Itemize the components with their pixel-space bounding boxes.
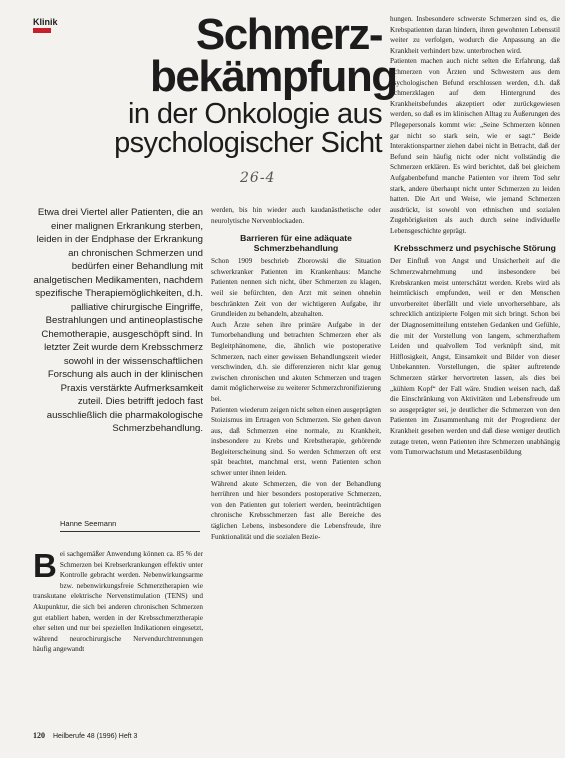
subtitle-line-2: psychologischer Sicht: [114, 127, 382, 159]
section-color-bar: [33, 28, 51, 33]
intro-paragraph: Etwa drei Viertel aller Patienten, die an einer malignen Erkrankung sterben, leiden in der Endphase der Erkrankung an chronischen Schmerzen und bedürfen einer Behandlung mit analgetischen Medikamenten, nachdem spezifische Therapiemöglichkeiten, d.h. palliative chirurgische Eingriffe, Bestrahlungen und antineoplastische Chemotherapie, ausgeschöpft sind. In letzter Zeit wurde dem Krebsschmerz sowohl in der wissenschaftlichen Forschung als auch in der klinischen Praxis verstärkte Aufmerksamkeit zuteil. Dies betrifft jedoch fast ausschließlich die pharmakologische Schmerzbehandlung.: [33, 207, 203, 434]
body-paragraph: Patienten wiederum zeigen nicht selten einen ausgeprägten Stoizismus im Ertragen von Schmerzen. Sie gehen davon aus, daß Schmerzen eine normale, zu Krankheit, insbesondere zu Krebs und Krebstherapie, gehörende Begleiterscheinung sind. So werden Schmerzen oft erst spät beachtet, manchmal erst, wenn Patienten schon schwer unter ihnen leiden.: [211, 405, 381, 478]
body-paragraph: hungen. Insbesondere schwerste Schmerzen sind es, die Krebspatienten daran hindern, ihren gewohnten Lebensstil weiter zu verfolgen, wodurch die Anpassung an die Krankheit verhindert bzw. unterbrochen wird.: [390, 15, 560, 55]
drop-cap: B: [33, 547, 57, 584]
body-paragraph: werden, bis hin wieder auch kaudanästhetische oder neurolytische Nervenblockaden.: [211, 206, 381, 225]
section-heading: Barrieren für eine adäquate Schmerzbehandlung: [240, 233, 352, 254]
section-heading: Krebsschmerz und psychische Störung: [394, 243, 556, 254]
body-column-2: [211, 205, 381, 542]
body-paragraph: Patienten machen auch nicht selten die Erfahrung, daß Schmerzen von Ärzten und Schwestern aus dem psychologischen Befund erschlossen werden, d.h. daß Schmerzklagen auf dem Hintergrund des Krankheitsbefundes akzeptiert oder zurückgewiesen werden, so daß es im klinischen Alltag zu Äußerungen des Pflegepersonals kommt wie: „Seine Schmerzen können gar nicht so stark sein, wie er sagt.“ Beide Interaktionspartner ziehen dabei nicht in Betracht, daß der Befund sein häufig nicht oder nicht vollständig die Schmerzen erklären. Es wird berichtet, daß bei gleichem Aufgabenbefund manche Patienten vor ihrem Tod sehr stark, andere überhaupt nicht unter Schmerzen zu leiden hatten. Die Art und Weise, wie jemand Schmerzen ausdrückt, ist sowohl von ethnischen und sozialen Zugehörigkeiten als auch durch seine individuelle Lebensgeschichte geprägt.: [390, 57, 560, 235]
body-paragraph: Auch Ärzte sehen ihre primäre Aufgabe in der Tumorbehandlung und betrachten Schmerzen eher als Begleitphänomene, die, ähnlich wie postoperative Schmerzen, nach einer gewissen Behandlungszeit wieder verschwinden, d.h. sie differenzieren nicht klar genug zwischen chronischen und akuten Schmerzen und tragen damit möglicherweise zu weiterer Schmerzchronifizierung bei.: [211, 320, 381, 403]
title-line-1: Schmerz-: [195, 10, 382, 59]
article-subtitle: [62, 100, 382, 158]
author-name: Hanne Seemann: [60, 519, 200, 532]
body-paragraph: Schon 1909 beschrieb Zborowski die Situation schwerkranker Patienten im Krankenhaus: Manche Patienten nennen sich nicht, über Schmerzen zu klagen, weil sie befürchten, den Arzt mit seinen ohnehin beschränkten Zeit von der wichtigeren Aufgabe, ihr Grundleiden zu behandeln, abzuhalten.: [211, 257, 381, 319]
section-label: Klinik: [33, 17, 58, 27]
body-paragraph: ei sachgemäßer Anwendung können ca. 85 % der Schmerzen bei Krebserkrankungen effektiv unter Kontrolle gebracht werden. Nebenwirkungsarme bzw. nebenwirkungsfreie Schmerztherapien wie transkutane elektrische Nervenstimulation (TENS) und Akupunktur, die sich bei anderen chronischen Schmerzen gut etabliert haben, werden in der Krebsschmerztherapie eher selten und nur bei speziellen Indikationen eingesetzt, während neurochirurgische Nervendurchtrennungen häufig angewandt: [33, 550, 203, 654]
subtitle-line-1: in der Onkologie aus: [128, 98, 382, 130]
body-column-3: [390, 14, 560, 458]
body-paragraph: Der Einfluß von Angst und Unsicherheit auf die Schmerzwahrnehmung und insbesondere bei Krebskranken meist unterschätzt werden. Krebs wird als heimtückisch empfunden, weil er den Menschen unvorbereitet überfällt und viele unvorhersehbare, als schrecklich antizipierte Folgen mit sich bringt. Schon bei der Diagnosemitteilung entstehen Gedanken und Gefühle, die mit der Vorstellung von langem, schmerzhaftem Leiden und qualvollem Tod verknüpft sind, mit Hilflosigkeit, Angst, Einsamkeit und Bilder von dieser Unbekannten. Vorstellungen, die später auftretende Schmerzen stärker hervortreten lassen, als dies bei „kühlem Kopf“ der Fall wäre. Studien weisen nach, daß die Einschränkung von Aktivitäten und Lebensfreude um so ausgeprägter sei, je deutlicher die Schmerzen von den Patienten im Zusammenhang mit der Progredienz der Krankheit gesehen werden und daß diese weniger deutlich zutage treten, wenn Patienten ihre Schmerzen unabhängig vom Tumorwachstum und Metastasenbildung: [390, 257, 560, 457]
journal-citation: Heilberufe 48 (1996) Heft 3: [53, 733, 138, 740]
page-footer: [33, 731, 137, 740]
handwritten-note: 26-4: [240, 170, 276, 186]
page-number: 120: [33, 731, 45, 740]
body-paragraph: Während akute Schmerzen, die von der Behandlung herrühren und hier besonders postoperative Schmerzen, von den Patienten gut toleriert werden, beeinträchtigen chronische Krebsschmerzen fast alle Bereiche des täglichen Lebens, insbesondere die Lebensfreude, ihre Funktionalität und die sozialen Bezie-: [211, 479, 381, 541]
title-line-2: bekämpfung: [150, 52, 397, 101]
body-column-1: [33, 549, 203, 655]
article-title: [150, 10, 397, 101]
